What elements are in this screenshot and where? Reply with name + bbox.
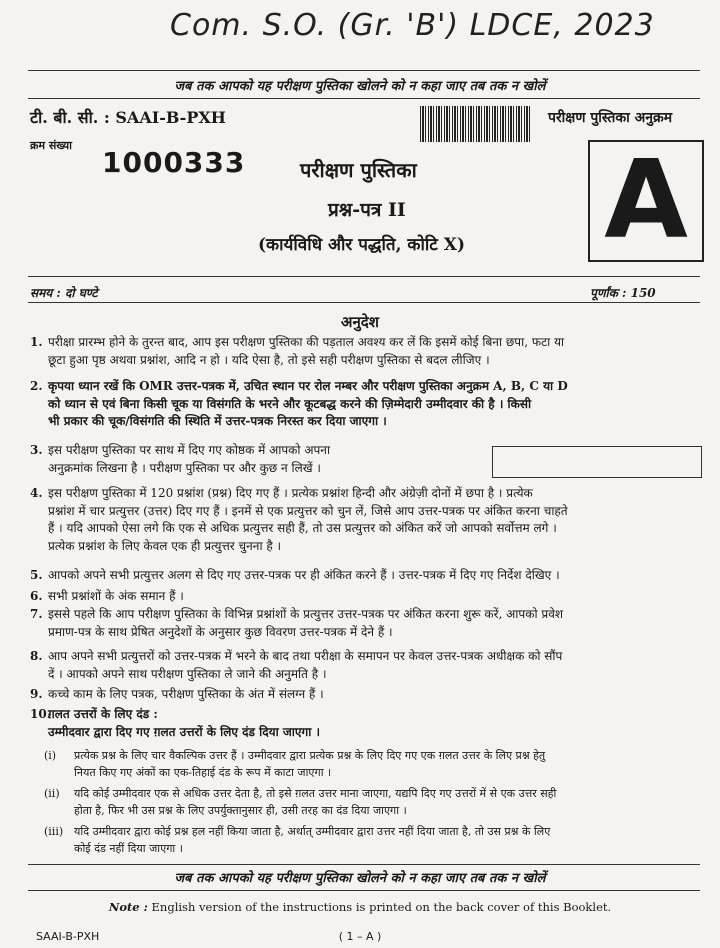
series-letter: A	[604, 138, 688, 263]
instruction-number: 10.	[30, 707, 51, 721]
roll-number-box[interactable]	[492, 446, 702, 478]
divider-instructions	[28, 302, 700, 303]
instruction-item	[30, 686, 706, 704]
instruction-line: कच्चे काम के लिए पत्रक, परीक्षण पुस्तिका के अंत में संलग्न हैं ।	[48, 687, 324, 701]
penalty-sub-item	[44, 748, 706, 781]
instruction-number: 2.	[30, 379, 43, 393]
instruction-line: इससे पहले कि आप परीक्षण पुस्तिका के विभिन्न प्रश्नांशों के प्रत्युत्तर उत्तर-पत्रक पर अंकित करना शुरू करें, आपको प्रवेश	[48, 607, 564, 621]
tbc-code: टी. बी. सी. : SAAI-B-PXH	[30, 108, 226, 127]
instruction-line: प्रत्येक प्रश्नांश के लिए केवल एक ही प्रत्युत्तर चुनना है ।	[48, 538, 282, 553]
divider-bottom-banner-top	[28, 864, 700, 865]
instruction-line: उम्मीदवार द्वारा दिए गए ग़लत उत्तरों के लिए दंड दिया जाएगा ।	[48, 724, 321, 739]
instruction-line: छूटा हुआ पृष्ठ अथवा प्रश्नांश, आदि न हो । यदि ऐसा है, तो इसे सही परीक्षण पुस्तिका से बदल लीजिए ।	[48, 352, 490, 367]
instruction-line: हैं । यदि आपको ऐसा लगे कि एक से अधिक प्रत्युत्तर सही हैं, तो उस प्रत्युत्तर को अंकित करें जो आपको सर्वोत्तम लगे ।	[48, 521, 557, 535]
instruction-item	[30, 588, 706, 606]
instruction-line: भी प्रकार की चूक/विसंगति की स्थिति में उत्तर-पत्रक निरस्त कर दिया जाएगा ।	[48, 414, 387, 428]
divider-top	[28, 70, 700, 71]
instruction-line: आपको अपने सभी प्रत्युत्तर अलग से दिए गए उत्तर-पत्रक पर ही अंकित करने हैं । उत्तर-पत्रक में दिए गए निर्देश देखिए ।	[48, 568, 560, 582]
booklet-sequence-label: परीक्षण पुस्तिका अनुक्रम	[548, 110, 673, 126]
instruction-line: कृपया ध्यान रखें कि OMR उत्तर-पत्रक में, उचित स्थान पर रोल नम्बर और परीक्षण पुस्तिका अनुक्रम A, B, C या D	[48, 379, 568, 393]
instruction-number: 8.	[30, 649, 43, 663]
instruction-item	[30, 567, 706, 585]
paper-title: प्रश्न-पत्र II	[328, 199, 406, 221]
instruction-line: दें । आपको अपने साथ परीक्षण पुस्तिका ले जाने की अनुमति है ।	[48, 666, 327, 681]
serial-number: 1000333	[102, 146, 246, 179]
time-allowed: समय : दो घण्टे	[30, 286, 98, 300]
do-not-open-banner-top: जब तक आपको यह परीक्षण पुस्तिका खोलने को न कहा जाए तब तक न खोलें	[174, 79, 546, 94]
serial-label: क्रम संख्या	[30, 139, 72, 152]
sub-item-line: नियत किए गए अंकों का एक-तिहाई दंड के रूप में काटा जाएगा ।	[74, 765, 332, 779]
instruction-number: 1.	[30, 335, 43, 349]
instruction-item	[30, 606, 706, 641]
divider-bottom-banner	[28, 890, 700, 891]
instruction-line: प्रमाण-पत्र के साथ प्रेषित अनुदेशों के अनुसार कुछ विवरण उत्तर-पत्रक में देने हैं ।	[48, 624, 393, 639]
instruction-item	[30, 706, 706, 741]
instruction-line: आप अपने सभी प्रत्युत्तरों को उत्तर-पत्रक में भरने के बाद तथा परीक्षा के समापन पर केवल उत्तर-पत्रक अधीक्षक को सौंप	[48, 649, 563, 663]
instruction-line: ग़लत उत्तरों के लिए दंड :	[48, 707, 158, 721]
sub-item-number: (iii)	[44, 825, 64, 838]
instruction-line: इस परीक्षण पुस्तिका पर साथ में दिए गए कोष्ठक में आपको अपना	[48, 443, 331, 457]
english-note	[0, 900, 720, 914]
footer-page-number: ( 1 – A )	[338, 930, 382, 943]
booklet-title: परीक्षण पुस्तिका	[300, 158, 417, 182]
sub-item-number: (ii)	[44, 787, 60, 800]
max-marks: पूर्णांक : 150	[590, 286, 656, 300]
sub-item-line: प्रत्येक प्रश्न के लिए चार वैकल्पिक उत्तर हैं । उम्मीदवार द्वारा प्रत्येक प्रश्न के लिए दिए गए एक ग़लत उत्तर के लिए प्रश्न हेतु	[74, 749, 546, 762]
instruction-line: अनुक्रमांक लिखना है । परीक्षण पुस्तिका पर और कुछ न लिखें ।	[48, 460, 321, 475]
footer-code: SAAI-B-PXH	[36, 930, 100, 943]
series-letter-box	[588, 140, 704, 262]
instruction-item	[30, 334, 706, 369]
instruction-item	[30, 648, 706, 683]
instruction-line: प्रश्नांश में चार प्रत्युत्तर (उत्तर) दिए गए हैं । इनमें से एक प्रत्युत्तर को चुन लें, जिसे आप उत्तर-पत्रक पर अंकित करना चाहते	[48, 503, 568, 518]
divider-time	[28, 276, 700, 277]
instruction-number: 4.	[30, 486, 43, 500]
barcode	[420, 106, 532, 142]
sub-item-line: यदि उम्मीदवार द्वारा कोई प्रश्न हल नहीं किया जाता है, अर्थात् उम्मीदवार द्वारा उत्तर नहीं दिया जाता है, तो उस प्रश्न के लिए	[74, 825, 551, 838]
note-label: Note :	[108, 900, 148, 914]
instruction-line: को ध्यान से एवं बिना किसी चूक या विसंगति के भरने और कूटबद्ध करने की ज़िम्मेदारी उम्मीदवार की है । किसी	[48, 396, 532, 411]
subject-title: (कार्यविधि और पद्धति, कोटि X)	[258, 235, 466, 255]
instruction-number: 9.	[30, 687, 43, 701]
instruction-line: सभी प्रश्नांशों के अंक समान हैं ।	[48, 589, 184, 603]
instruction-item	[30, 485, 706, 555]
handwritten-exam-title: Com. S.O. (Gr. 'B') LDCE, 2023	[170, 8, 655, 43]
instruction-number: 7.	[30, 607, 43, 621]
sub-item-line: यदि कोई उम्मीदवार एक से अधिक उत्तर देता है, तो इसे ग़लत उत्तर माना जाएगा, यद्यपि दिए गए उत्तरों में से एक उत्तर सही	[74, 787, 557, 800]
penalty-sub-item	[44, 824, 706, 857]
sub-item-number: (i)	[44, 749, 57, 762]
sub-item-line: होता है, फिर भी उस प्रश्न के लिए उपर्युक्तानुसार ही, उसी तरह का दंड दिया जाएगा ।	[74, 803, 407, 817]
instruction-line: इस परीक्षण पुस्तिका में 120 प्रश्नांश (प्रश्न) दिए गए हैं । प्रत्येक प्रश्नांश हिन्दी और अंग्रेज़ी दोनों में छपा है । प्रत्येक	[48, 486, 533, 500]
instruction-number: 6.	[30, 589, 43, 603]
divider-banner	[28, 98, 700, 99]
do-not-open-banner-bottom: जब तक आपको यह परीक्षण पुस्तिका खोलने को न कहा जाए तब तक न खोलें	[174, 871, 546, 886]
note-text: English version of the instructions is printed on the back cover of this Booklet.	[151, 900, 612, 914]
instruction-line: परीक्षा प्रारम्भ होने के तुरन्त बाद, आप इस परीक्षण पुस्तिका की पड़ताल अवश्य कर लें कि इसमें कोई बिना छपा, फटा या	[48, 335, 565, 349]
instructions-heading: अनुदेश	[341, 313, 379, 331]
instruction-number: 3.	[30, 443, 43, 457]
sub-item-line: कोई दंड नहीं दिया जाएगा ।	[74, 841, 183, 855]
instruction-number: 5.	[30, 568, 43, 582]
penalty-sub-item	[44, 786, 706, 819]
instruction-item	[30, 378, 706, 431]
